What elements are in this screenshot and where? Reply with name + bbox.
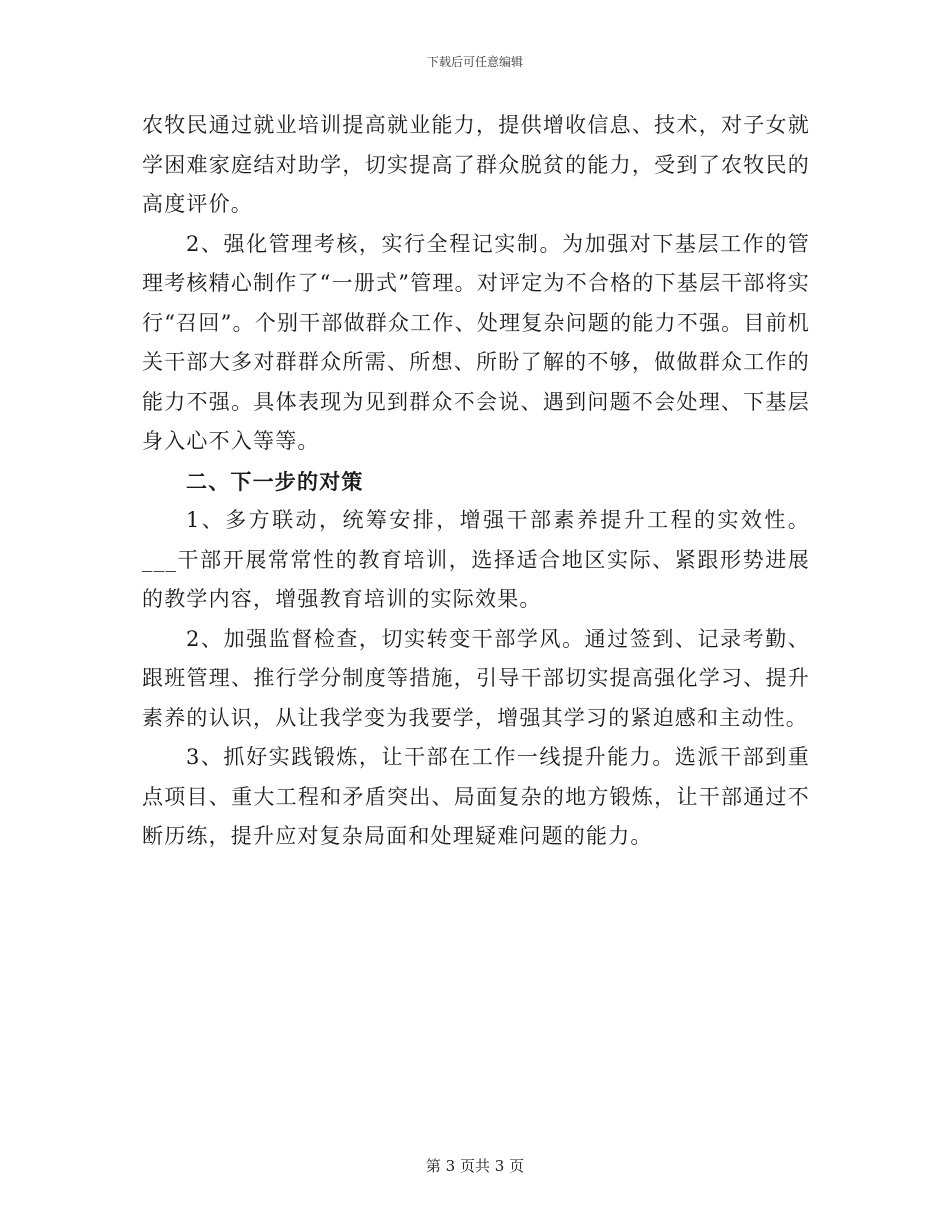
paragraph-supervision: 2、加强监督检查，切实转变干部学风。通过签到、记录考勤、跟班管理、推行学分制度等措施，引导干部切实提高强化学习、提升素养的认识，从让我学变为我要学，增强其学习的紧迫感和主动性。 <box>142 626 810 730</box>
document-body <box>142 106 810 857</box>
paragraph-practice-training: 3、抓好实践锻炼，让干部在工作一线提升能力。选派干部到重点项目、重大工程和矛盾突出、局面复杂的地方锻炼，让干部通过不断历练，提升应对复杂局面和处理疑难问题的能力。 <box>142 745 810 848</box>
section-heading-next-steps: 二、下一步的对策 <box>186 468 364 494</box>
page-header: 下载后可任意编辑 <box>426 55 523 69</box>
paragraph-management-assessment: 2、强化管理考核，实行全程记实制。为加强对下基层工作的管理考核精心制作了“一册式”管理。对评定为不合格的下基层干部将实行“召回”。个别干部做群众工作、处理复杂问题的能力不强。目前机关干部大多对群群众所需、所想、所盼了解的不够，做做群众工作的能力不强。具体表现为见到群众不会说、遇到问题不会处理、下基层身入心不入等等。 <box>142 231 810 453</box>
paragraph-coordination: 1、多方联动，统筹安排，增强干部素养提升工程的实效性。___干部开展常常性的教育培训，选择适合地区实际、紧跟形势进展的教学内容，增强教育培训的实际效果。 <box>142 508 810 611</box>
page-number-footer: 第 3 页共 3 页 <box>425 1157 525 1175</box>
paragraph-continuation: 农牧民通过就业培训提高就业能力，提供增收信息、技术，对子女就学困难家庭结对助学，切实提高了群众脱贫的能力，受到了农牧民的高度评价。 <box>142 113 810 216</box>
